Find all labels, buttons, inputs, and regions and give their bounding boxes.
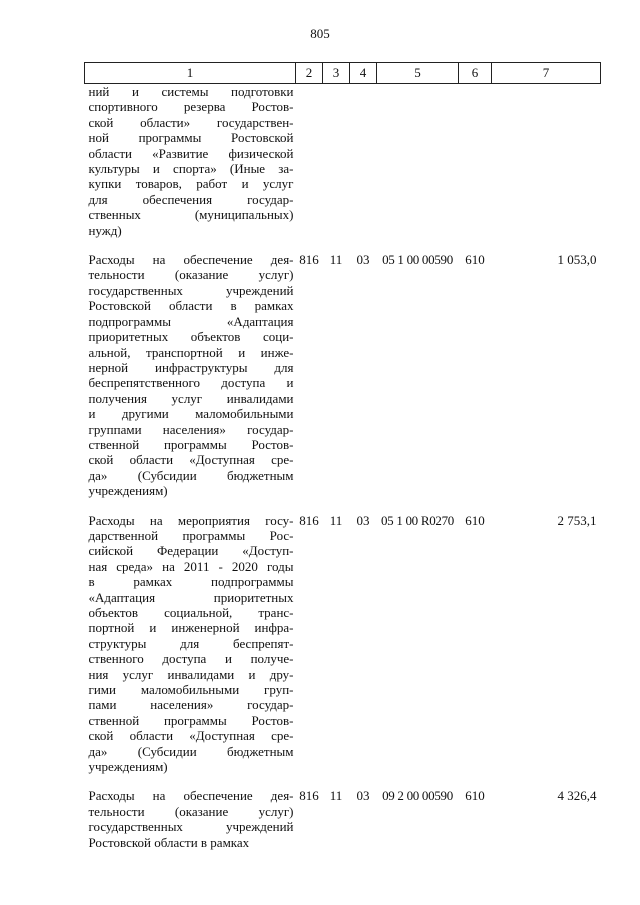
expense-type-cell [459,84,492,239]
description-line: получения услуг инвалидами [88,390,294,406]
description-cell [85,84,296,239]
header-cell: 5 [377,63,459,84]
description-line: спортивного резерва Ростов- [88,99,294,115]
row-spacer-cell [85,499,601,513]
description-line: да» (Субсидии бюджетным [88,743,294,759]
description-line: подпрограммы «Адаптация [88,313,294,329]
description-line: Расходы на обеспечение дея- [88,788,294,804]
description-line: тельности (оказание услуг) [88,267,294,283]
budget-table [84,62,601,850]
description-line: государственных учреждений [88,282,294,298]
header-row [85,63,601,84]
description-line: ний и системы подготовки [88,84,294,99]
description-line: Расходы на обеспечение дея- [88,252,294,268]
description-line: ственной программы Ростов- [88,436,294,452]
page-number: 805 [310,26,330,41]
description-line: да» (Субсидии бюджетным [88,467,294,483]
row-spacer [85,499,601,513]
description-line: ния услуг инвалидами и дру- [88,666,294,682]
description-line: ной программы Ростовской [88,130,294,146]
description-line: ской области «Доступная сре- [88,452,294,468]
ministry-code-cell: 816 [299,788,319,804]
description-line: объектов социальной, транс- [88,605,294,620]
description-line: ской области» государствен- [88,114,294,130]
section-code-cell [323,84,350,239]
header-cell: 2 [296,63,323,84]
table-row [85,84,601,239]
description-line: культуры и спорта» (Иные за- [88,161,294,177]
amount-cell: 1 053,0 [557,252,597,268]
section-code-cell: 11 [329,252,343,268]
header-cell: 1 [85,63,296,84]
description-line: государственных учреждений [88,819,294,835]
ministry-code-cell [296,84,323,239]
header-cell: 7 [492,63,601,84]
description-line: «Адаптация приоритетных [88,589,294,605]
ministry-code-cell: 816 [299,252,319,268]
expense-type-cell: 610 [465,512,485,528]
description-line: Расходы на мероприятия госу- [88,512,294,528]
description-line: ской области «Доступная сре- [88,728,294,744]
description-line: структуры для беспрепят- [88,635,294,651]
target-article-cell: 05 1 00 00590 [382,252,453,268]
description-line: дарственной программы Рос- [88,527,294,543]
description-line: приоритетных объектов соци- [88,329,294,345]
target-article-cell: 05 1 00 R0270 [380,512,455,528]
amount-cell [492,84,601,239]
description-line: области «Развитие физической [88,145,294,161]
description-line: пами населения» государ- [88,697,294,713]
description-line: нужд) [88,222,122,238]
description-line: группами населения» государ- [88,421,294,437]
row-spacer [85,238,601,252]
subsection-code-cell: 03 [356,512,370,528]
table-row [85,513,601,775]
table-row [85,788,601,850]
header-cell: 3 [323,63,350,84]
subsection-code-cell [350,84,377,239]
subsection-code-cell: 03 [356,788,370,804]
section-code-cell: 11 [329,512,343,528]
description-line: учреждениям) [88,759,168,775]
description-line: купки товаров, работ и услуг [88,176,294,192]
expense-type-cell: 610 [465,788,485,804]
description-line: и другими маломобильными [88,406,294,422]
description-line: сийской Федерации «Доступ- [88,543,294,559]
description-line: ственной программы Ростов- [88,712,294,728]
description-line: в рамках подпрограммы [88,574,294,590]
amount-cell: 2 753,1 [557,512,597,528]
ministry-code-cell: 816 [299,512,319,528]
description-line: ственного доступа и получе- [88,651,294,667]
section-code-cell: 11 [329,788,343,804]
description-line: тельности (оказание услуг) [88,803,294,819]
row-spacer-cell [85,774,601,788]
amount-cell: 4 326,4 [557,788,597,804]
target-article-cell: 09 2 00 00590 [382,788,453,804]
description-cell [85,788,296,850]
description-line: нерной инфраструктуры для [88,359,294,375]
description-line: гими маломобильными груп- [88,682,294,698]
description-line: ная среда» на 2011 - 2020 годы [88,558,294,574]
expense-type-cell: 610 [465,252,485,268]
header-cell: 4 [350,63,377,84]
description-line: Ростовской области в рамках [88,834,250,850]
description-line: для обеспечения государ- [88,191,294,207]
description-cell [85,252,296,499]
header-cell: 6 [459,63,492,84]
table-row [85,252,601,499]
description-line: беспрепятственного доступа и [88,375,294,391]
description-line: Ростовской области в рамках [88,298,294,314]
subsection-code-cell: 03 [356,252,370,268]
target-article-cell [377,84,459,239]
row-spacer [85,774,601,788]
description-line: ственных (муниципальных) [88,207,294,223]
description-line: портной и инженерной инфра- [88,620,294,636]
description-cell [85,513,296,775]
description-line: альной, транспортной и инже- [88,344,294,360]
description-line: учреждениям) [88,483,168,499]
row-spacer-cell [85,238,601,252]
